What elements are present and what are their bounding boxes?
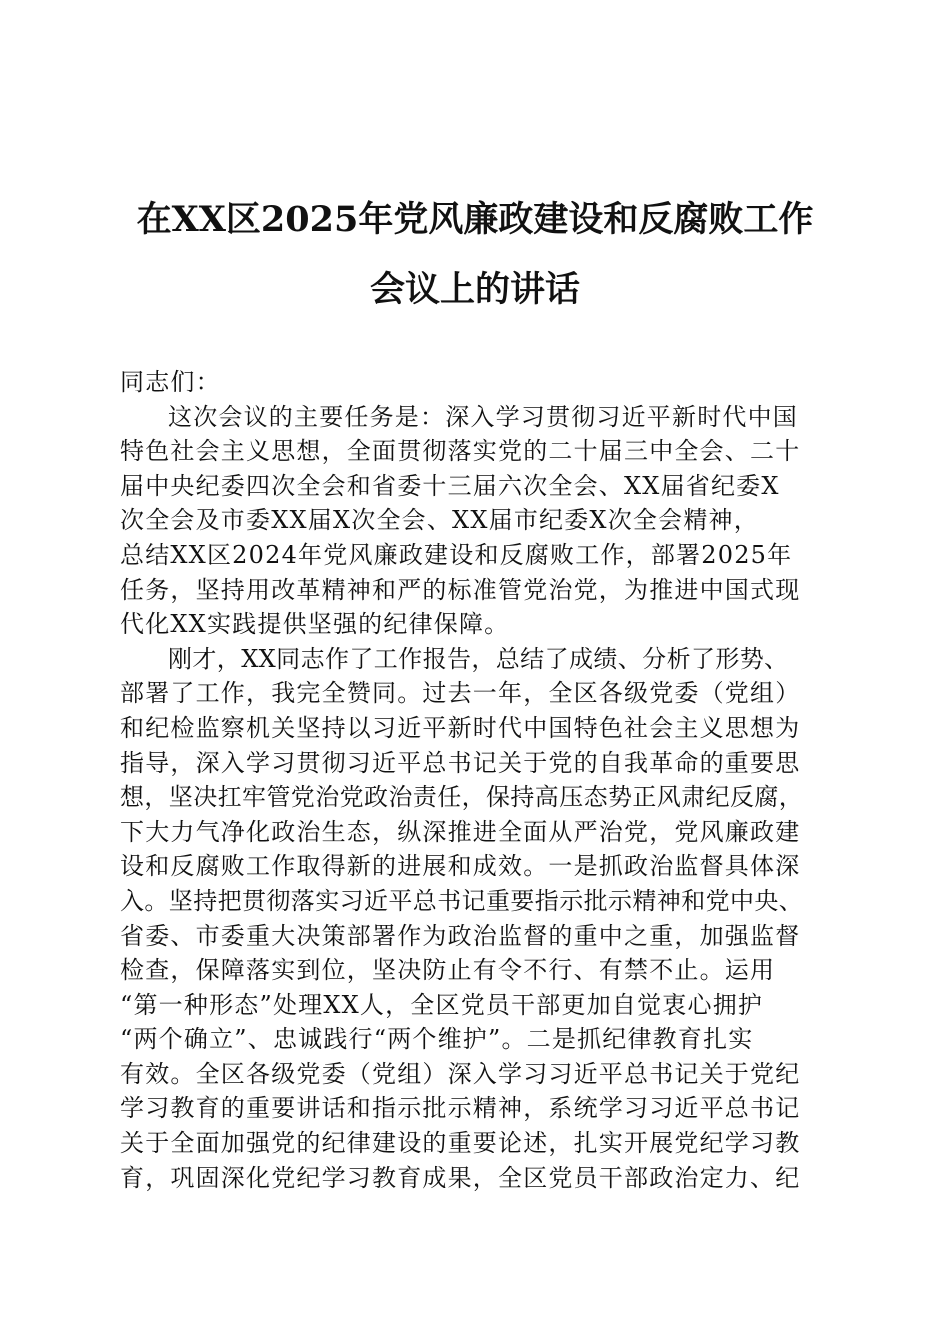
paragraph-line: “两个确立”、忠诚践行“两个维护”。二是抓纪律教育扎实 <box>120 1025 754 1054</box>
paragraph-line: 这次会议的主要任务是：深入学习贯彻习近平新时代中国 <box>168 402 798 431</box>
paragraph-line: 育，巩固深化党纪学习教育成果，全区党员干部政治定力、纪 <box>120 1163 801 1192</box>
paragraph-line: 任务，坚持用改革精神和严的标准管党治党，为推进中国式现 <box>120 575 801 604</box>
paragraph-line: 设和反腐败工作取得新的进展和成效。一是抓政治监督具体深 <box>120 852 801 881</box>
paragraph-line: 检查，保障落实到位，坚决防止有令不行、有禁不止。运用 <box>120 956 776 985</box>
document-body <box>120 365 832 1195</box>
paragraph-line: 和纪检监察机关坚持以习近平新时代中国特色社会主义思想为 <box>120 713 801 742</box>
paragraph-line: 次全会及市委XX届X次全会、XX届市纪委X次全会精神， <box>120 506 759 535</box>
paragraph-line: 部署了工作，我完全赞同。过去一年，全区各级党委（党组） <box>120 679 801 708</box>
document-title-line-2: 会议上的讲话 <box>369 269 580 310</box>
paragraph-line: 想，坚决扛牢管党治党政治责任，保持高压态势正风肃纪反腐， <box>120 783 804 812</box>
paragraph-line: 指导，深入学习贯彻习近平总书记关于党的自我革命的重要思 <box>120 748 801 777</box>
paragraph-line: 总结XX区2024年党风廉政建设和反腐败工作，部署2025年 <box>120 540 793 569</box>
salutation: 同志们： <box>120 368 221 396</box>
paragraph-line: “第一种形态”处理XX人，全区党员干部更加自觉衷心拥护 <box>120 990 764 1019</box>
paragraph-2 <box>120 642 832 1196</box>
paragraph-line: 代化XX实践提供坚强的纪律保障。 <box>120 610 510 639</box>
paragraph-line: 特色社会主义思想，全面贯彻落实党的二十届三中全会、二十 <box>120 437 801 466</box>
paragraph-line: 刚才，XX同志作了工作报告，总结了成绩、分析了形势、 <box>168 644 789 673</box>
paragraph-line: 省委、市委重大决策部署作为政治监督的重中之重，加强监督 <box>120 921 801 950</box>
paragraph-line: 届中央纪委四次全会和省委十三届六次全会、XX届省纪委X <box>120 471 780 500</box>
paragraph-line: 有效。全区各级党委（党组）深入学习习近平总书记关于党纪 <box>120 1059 801 1088</box>
paragraph-1 <box>120 400 832 642</box>
document-title-line-1: 在XX区2025年党风廉政建设和反腐败工作 <box>136 199 814 240</box>
paragraph-line: 入。坚持把贯彻落实习近平总书记重要指示批示精神和党中央、 <box>120 886 804 915</box>
paragraph-line: 下大力气净化政治生态，纵深推进全面从严治党，党风廉政建 <box>120 817 801 846</box>
paragraph-line: 关于全面加强党的纪律建设的重要论述，扎实开展党纪学习教 <box>120 1129 801 1158</box>
paragraph-line: 学习教育的重要讲话和指示批示精神，系统学习习近平总书记 <box>120 1094 801 1123</box>
